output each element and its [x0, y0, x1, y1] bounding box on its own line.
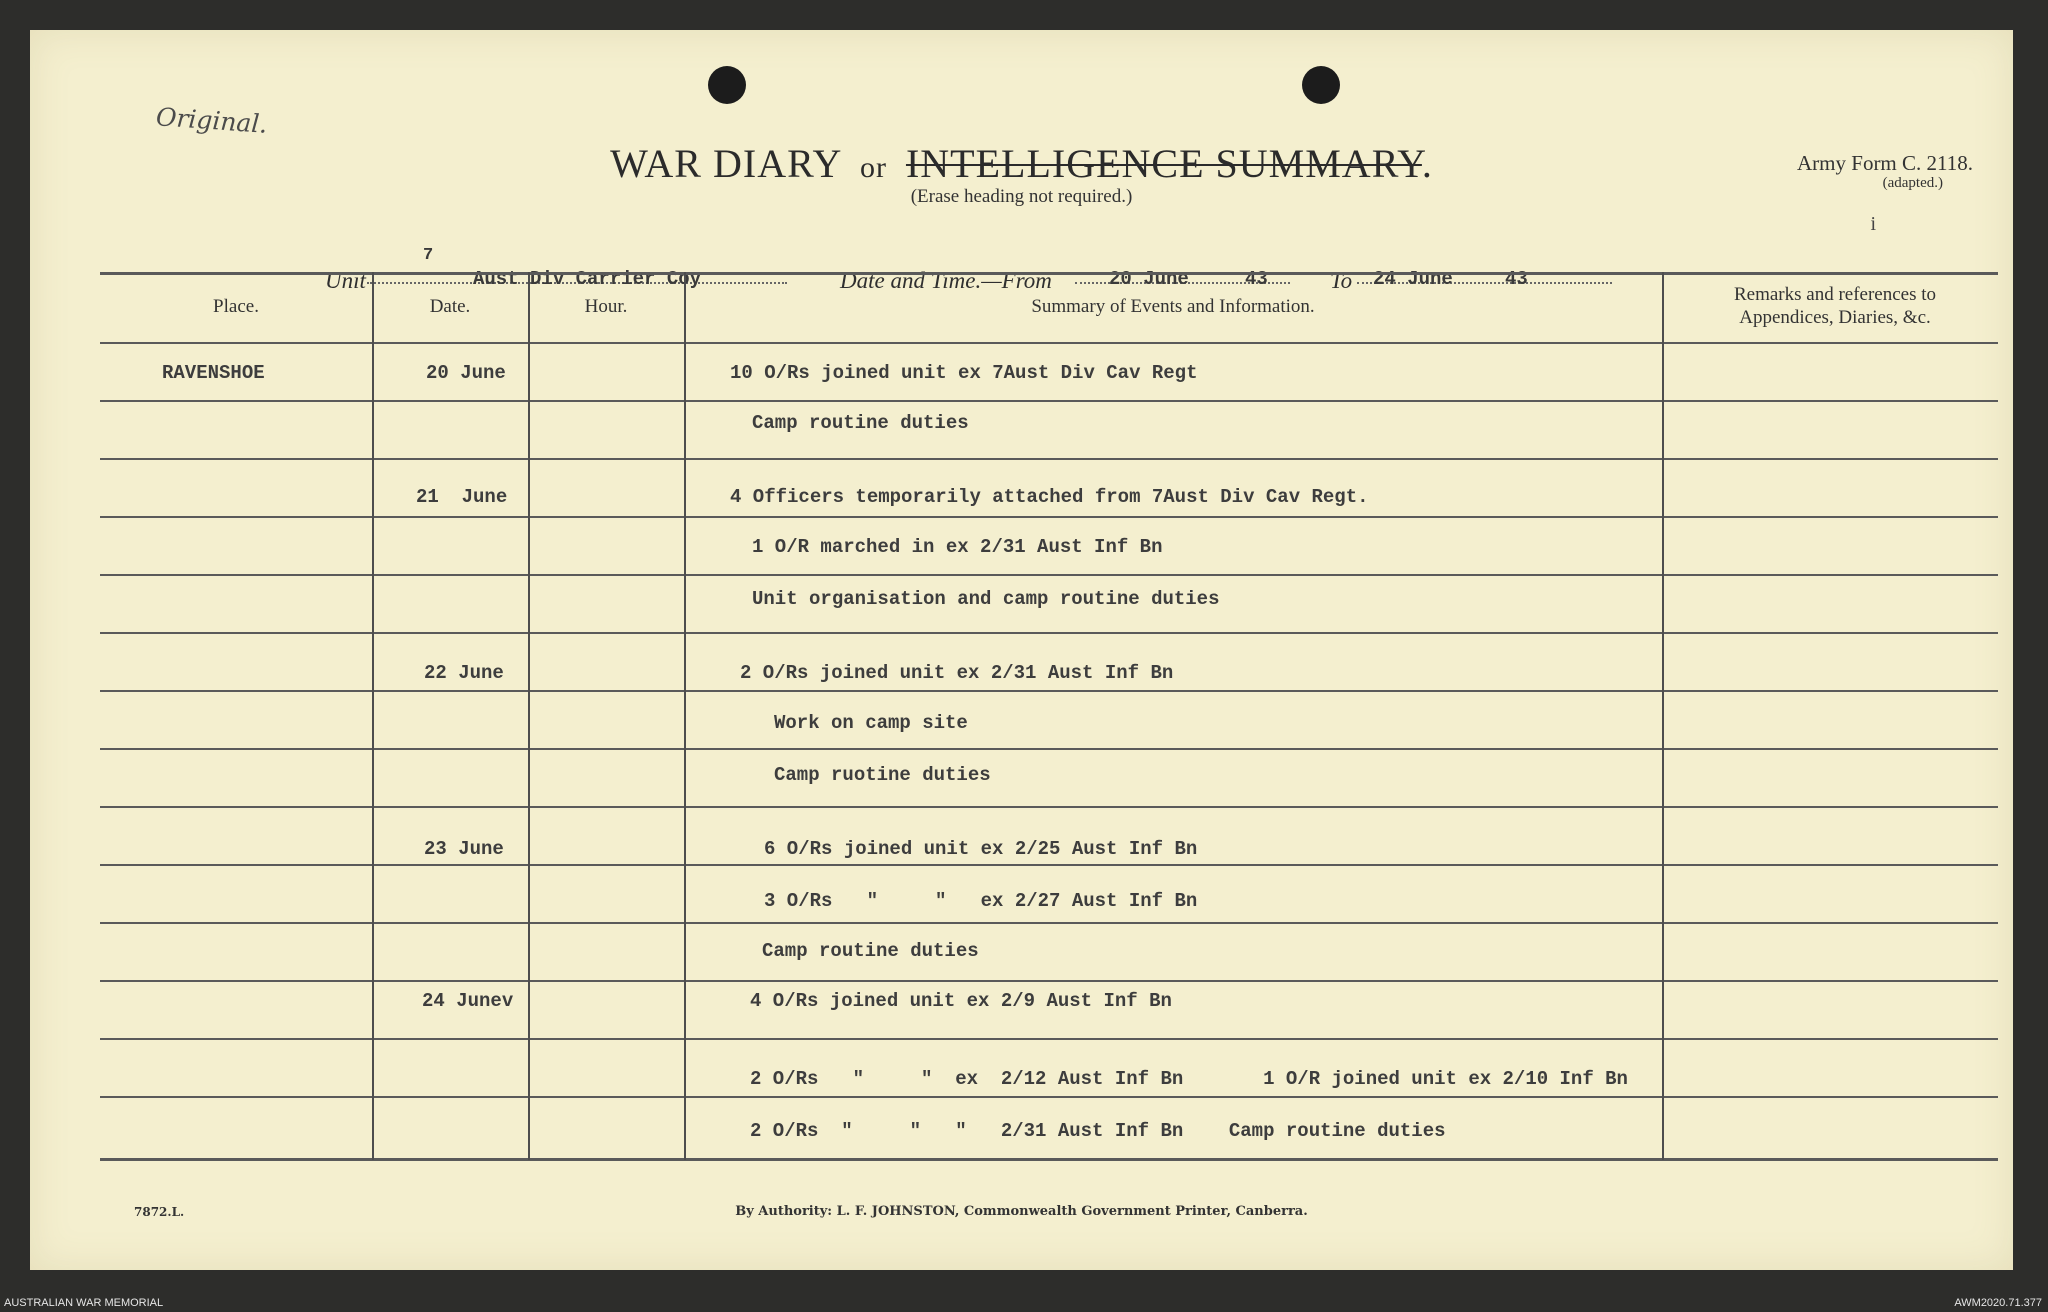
imprint-code: 7872.L. [134, 1205, 185, 1219]
title-subtitle: (Erase heading not required.) [910, 186, 1133, 207]
to-label: To [1330, 268, 1353, 293]
entry-line: Camp routine duties [752, 412, 969, 434]
punch-hole [1302, 66, 1340, 104]
entry-line: Unit organisation and camp routine duties [752, 588, 1220, 610]
entry-line: 3 O/Rs " " ex 2/27 Aust Inf Bn [764, 890, 1198, 912]
column-rule [372, 272, 374, 1160]
title-period: . [1421, 141, 1433, 186]
printer-imprint: By Authority: L. F. JOHNSTON, Commonwealth Government Printer, Canberra. [735, 1204, 1308, 1219]
punch-hole [708, 66, 746, 104]
row-rule [100, 922, 1998, 924]
row-rule [100, 400, 1998, 402]
to-year: 43 [1505, 268, 1528, 290]
diary-table [100, 272, 1998, 1164]
entry-line: 10 O/Rs joined unit ex 7Aust Div Cav Regt [730, 362, 1198, 384]
column-rule [528, 272, 530, 1160]
form-mark: i [1870, 213, 1876, 235]
title-struck-heading: INTELLIGENCE SUMMARY [905, 141, 1422, 186]
entry-date: 20 June [426, 362, 506, 384]
header-date: Date. [429, 295, 471, 317]
row-rule [100, 458, 1998, 460]
entry-line: 4 O/Rs joined unit ex 2/9 Aust Inf Bn [750, 990, 1172, 1012]
entry-date: 22 June [424, 662, 504, 684]
row-rule [100, 1096, 1998, 1098]
entry-date: 24 Junev [422, 990, 514, 1012]
entry-line: Camp routine duties [762, 940, 979, 962]
header-remarks: Remarks and references to Appendices, Diaries, &c. [1733, 284, 1937, 328]
to-day: 24 June [1373, 268, 1453, 290]
form-title [30, 140, 2013, 187]
row-rule [100, 806, 1998, 808]
diary-sheet [30, 30, 2013, 1270]
entry-line: Camp ruotine duties [774, 764, 991, 786]
form-number-block [1797, 152, 1973, 192]
header-hour: Hour. [584, 295, 628, 317]
form-adapted: (adapted.) [1882, 175, 1943, 192]
entry-date: 23 June [424, 838, 504, 860]
header-summary: Summary of Events and Information. [1031, 295, 1315, 317]
archive-credit: AUSTRALIAN WAR MEMORIAL [4, 1297, 164, 1309]
unit-superscript: 7 [423, 246, 434, 265]
entry-line: 2 O/Rs " " " 2/31 Aust Inf Bn Camp routine duties [750, 1120, 1446, 1142]
row-rule [100, 980, 1998, 982]
row-rule [100, 574, 1998, 576]
row-rule [100, 632, 1998, 634]
archive-reference: AWM2020.71.377 [1954, 1297, 2042, 1309]
title-main: WAR DIARY [610, 141, 841, 186]
row-rule [100, 342, 1998, 344]
table-bottom-rule [100, 1158, 1998, 1161]
row-rule [100, 690, 1998, 692]
form-number: Army Form C. 2118. [1797, 151, 1973, 175]
entry-date: 21 June [416, 486, 508, 508]
entry-line: 2 O/Rs " " ex 2/12 Aust Inf Bn 1 O/R joined unit ex 2/10 Inf Bn [750, 1068, 1628, 1090]
handwritten-note: Original. [155, 102, 269, 139]
unit-value: Aust Div Carrier Coy [473, 268, 702, 290]
column-rule [1662, 272, 1664, 1160]
entry-line: 1 O/R marched in ex 2/31 Aust Inf Bn [752, 536, 1163, 558]
header-place: Place. [213, 295, 259, 317]
unit-label: Unit [325, 268, 366, 293]
from-day: 20 June [1109, 268, 1189, 290]
from-year: 43 [1245, 268, 1268, 290]
entry-line: Work on camp site [774, 712, 968, 734]
row-rule [100, 748, 1998, 750]
title-or: or [859, 151, 887, 184]
date-time-label: Date and Time.—From [840, 268, 1052, 293]
entry-line: 2 O/Rs joined unit ex 2/31 Aust Inf Bn [740, 662, 1174, 684]
column-rule [684, 272, 686, 1160]
entry-line: 6 O/Rs joined unit ex 2/25 Aust Inf Bn [764, 838, 1198, 860]
entry-line: 4 Officers temporarily attached from 7Aust Div Cav Regt. [730, 486, 1369, 508]
place-value: RAVENSHOE [162, 362, 265, 384]
row-rule [100, 516, 1998, 518]
row-rule [100, 1038, 1998, 1040]
row-rule [100, 864, 1998, 866]
